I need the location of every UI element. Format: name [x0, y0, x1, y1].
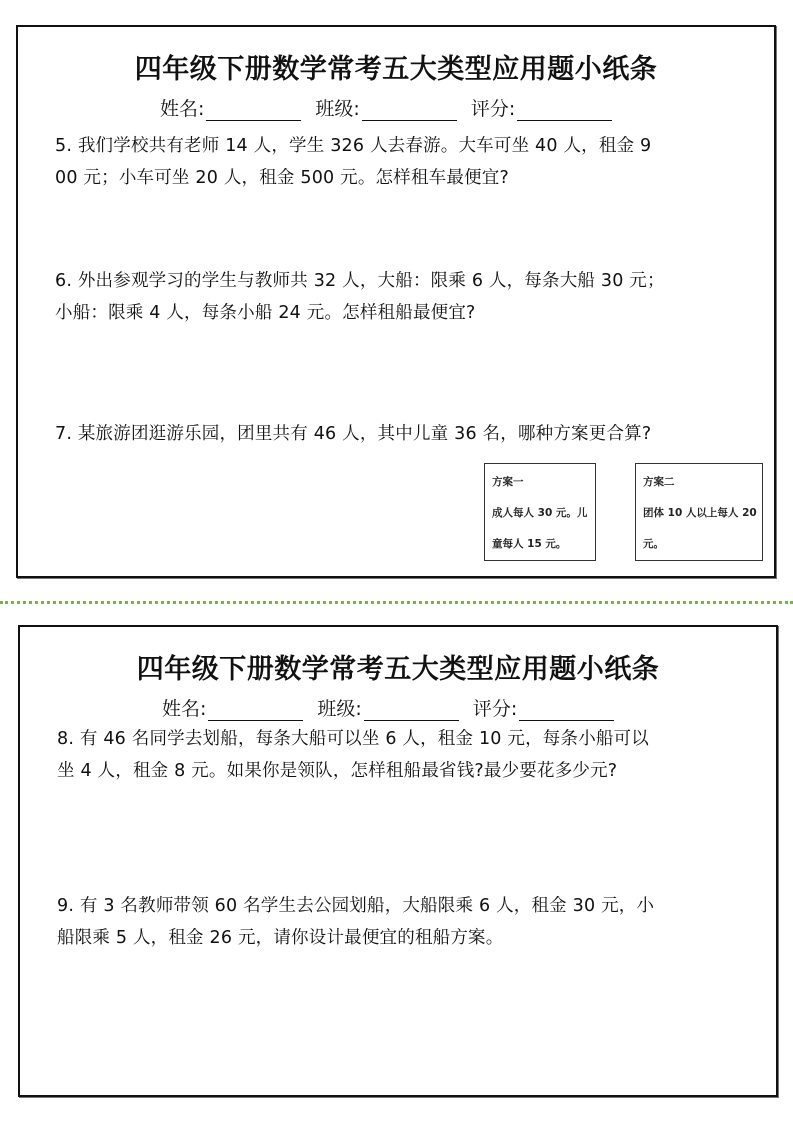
worksheet-card-1	[16, 25, 776, 578]
name-label: 姓名:	[160, 98, 205, 120]
question-line: 6. 外出参观学习的学生与教师共 32 人，大船：限乘 6 人，每条大船 30 元；	[55, 271, 665, 291]
plan-line: 元。	[643, 538, 664, 550]
plan-two-box	[635, 463, 763, 561]
question-5	[55, 130, 755, 194]
question-line: 船限乘 5 人，租金 26 元，请你设计最便宜的租船方案。	[57, 928, 504, 948]
class-field[interactable]	[315, 94, 456, 121]
class-blank[interactable]	[362, 100, 457, 121]
question-line: 5. 我们学校共有老师 14 人，学生 326 人去春游。大车可坐 40 人，租金 9	[55, 136, 652, 156]
plan-title: 方案一	[492, 476, 524, 488]
plan-line: 团体 10 人以上每人 20	[643, 507, 757, 519]
question-line: 9. 有 3 名教师带领 60 名学生去公园划船，大船限乘 6 人，租金 30 元，小	[57, 896, 655, 916]
question-6	[55, 265, 755, 329]
student-info-fields	[160, 94, 612, 121]
question-line: 坐 4 人，租金 8 元。如果你是领队，怎样租船最省钱?最少要花多少元?	[57, 761, 618, 781]
card-title: 四年级下册数学常考五大类型应用题小纸条	[136, 654, 660, 685]
score-label: 评分:	[472, 698, 518, 720]
plan-line: 童每人 15 元。	[492, 538, 567, 550]
question-9	[57, 890, 757, 954]
score-label: 评分:	[470, 98, 516, 120]
class-label: 班级:	[317, 698, 362, 720]
name-field[interactable]	[162, 694, 303, 721]
class-blank[interactable]	[364, 700, 459, 721]
name-field[interactable]	[160, 94, 301, 121]
question-line: 小船：限乘 4 人，每条小船 24 元。怎样租船最便宜?	[55, 303, 476, 323]
student-info-fields	[162, 694, 614, 721]
score-blank[interactable]	[517, 100, 612, 121]
plan-title: 方案二	[643, 476, 675, 488]
name-blank[interactable]	[208, 700, 303, 721]
question-line: 7. 某旅游团逛游乐园，团里共有 46 人，其中儿童 36 名，哪种方案更合算?	[55, 424, 652, 444]
score-blank[interactable]	[519, 700, 614, 721]
plan-one-box	[484, 463, 596, 561]
class-field[interactable]	[317, 694, 458, 721]
dotted-cut-line	[0, 601, 793, 604]
score-field[interactable]	[471, 94, 612, 121]
question-7	[55, 418, 755, 450]
question-line: 00 元；小车可坐 20 人，租金 500 元。怎样租车最便宜?	[55, 168, 509, 188]
score-field[interactable]	[473, 694, 614, 721]
question-line: 8. 有 46 名同学去划船，每条大船可以坐 6 人，租金 10 元，每条小船可以	[57, 729, 650, 749]
plan-line: 成人每人 30 元。儿	[492, 507, 588, 519]
question-8	[57, 723, 757, 787]
name-blank[interactable]	[206, 100, 301, 121]
name-label: 姓名:	[162, 698, 207, 720]
worksheet-card-2	[18, 625, 778, 1097]
card-title: 四年级下册数学常考五大类型应用题小纸条	[134, 54, 658, 85]
class-label: 班级:	[315, 98, 360, 120]
